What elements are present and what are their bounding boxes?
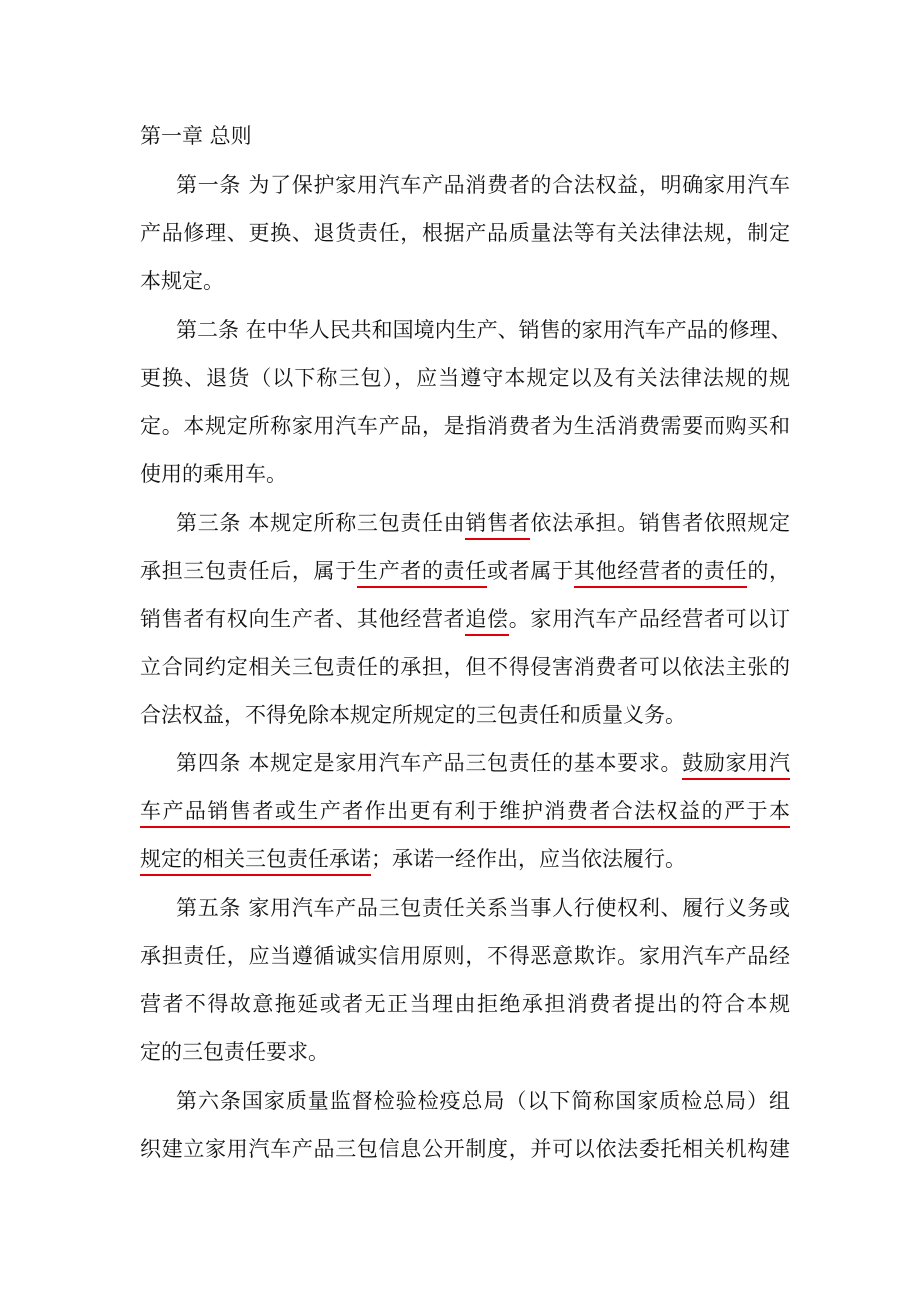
article-3-text: 。家用汽车产品经营者可以订: [508, 607, 791, 631]
article-4-text: ；承诺一经作出，应当依法履行。: [371, 847, 686, 871]
article-6-line-1: 第六条国家质量监督检验检疫总局（以下简称国家质检总局）组: [176, 1089, 790, 1113]
article-3-text: 承担三包责任后，属于: [140, 559, 357, 583]
article-3-text: 或者属于: [487, 559, 574, 583]
article-3-line-5: 合法权益，不得免除本规定所规定的三包责任和质量义务。: [140, 703, 686, 727]
underlined-phrase: 生产者的责任: [357, 559, 487, 588]
article-1-line-3: 本规定。: [140, 269, 224, 293]
underlined-phrase: 追偿: [465, 607, 508, 636]
article-5-line-1: 第五条 家用汽车产品三包责任关系当事人行使权利、履行义务或: [176, 896, 790, 920]
article-1-line-1: 第一条 为了保护家用汽车产品消费者的合法权益，明确家用汽车: [176, 173, 790, 197]
article-3-line-4: 立合同约定相关三包责任的承担，但不得侵害消费者可以依法主张的: [140, 655, 790, 679]
chapter-title: 第一章 总则: [140, 124, 252, 148]
article-2-line-4: 使用的乘用车。: [140, 462, 287, 486]
article-3-text: 依法承担。销售者依照规定: [530, 511, 791, 535]
article-4-line-2: [140, 791, 790, 831]
article-4-text: 第四条 本规定是家用汽车产品三包责任的基本要求。: [176, 751, 683, 775]
underlined-phrase: 车产品销售者或生产者作出更有利于维护消费者合法权益的严于本: [140, 799, 790, 828]
article-2-line-2: 更换、退货（以下称三包），应当遵守本规定以及有关法律法规的规: [140, 366, 790, 390]
article-2-line-3: 定。本规定所称家用汽车产品，是指消费者为生活消费需要而购买和: [140, 414, 790, 438]
article-5-line-2: 承担责任，应当遵循诚实信用原则，不得恶意欺诈。家用汽车产品经: [140, 944, 790, 968]
underlined-phrase: 销售者: [465, 511, 530, 540]
article-6-line-2: 织建立家用汽车产品三包信息公开制度，并可以依法委托相关机构建: [140, 1137, 790, 1161]
underlined-phrase: 规定的相关三包责任承诺: [140, 847, 371, 876]
article-4-line-3: [140, 839, 790, 879]
underlined-phrase: 其他经营者的责任: [574, 559, 748, 588]
article-2-line-1: 第二条 在中华人民共和国境内生产、销售的家用汽车产品的修理、: [176, 318, 792, 342]
article-1-line-2: 产品修理、更换、退货责任，根据产品质量法等有关法律法规，制定: [140, 221, 790, 245]
article-3-line-2: [140, 551, 790, 591]
article-5-line-3: 营者不得故意拖延或者无正当理由拒绝承担消费者提出的符合本规: [140, 992, 790, 1016]
article-5-line-4: 定的三包责任要求。: [140, 1040, 329, 1064]
article-3-line-1: [176, 503, 790, 543]
article-3-line-3: [140, 599, 790, 639]
article-3-text: 第三条 本规定所称三包责任由: [176, 511, 466, 535]
article-4-line-1: [176, 743, 790, 783]
underlined-phrase: 鼓励家用汽: [682, 751, 790, 780]
article-3-text: 销售者有权向生产者、其他经营者: [140, 607, 466, 631]
article-3-text: 的，: [747, 559, 791, 583]
